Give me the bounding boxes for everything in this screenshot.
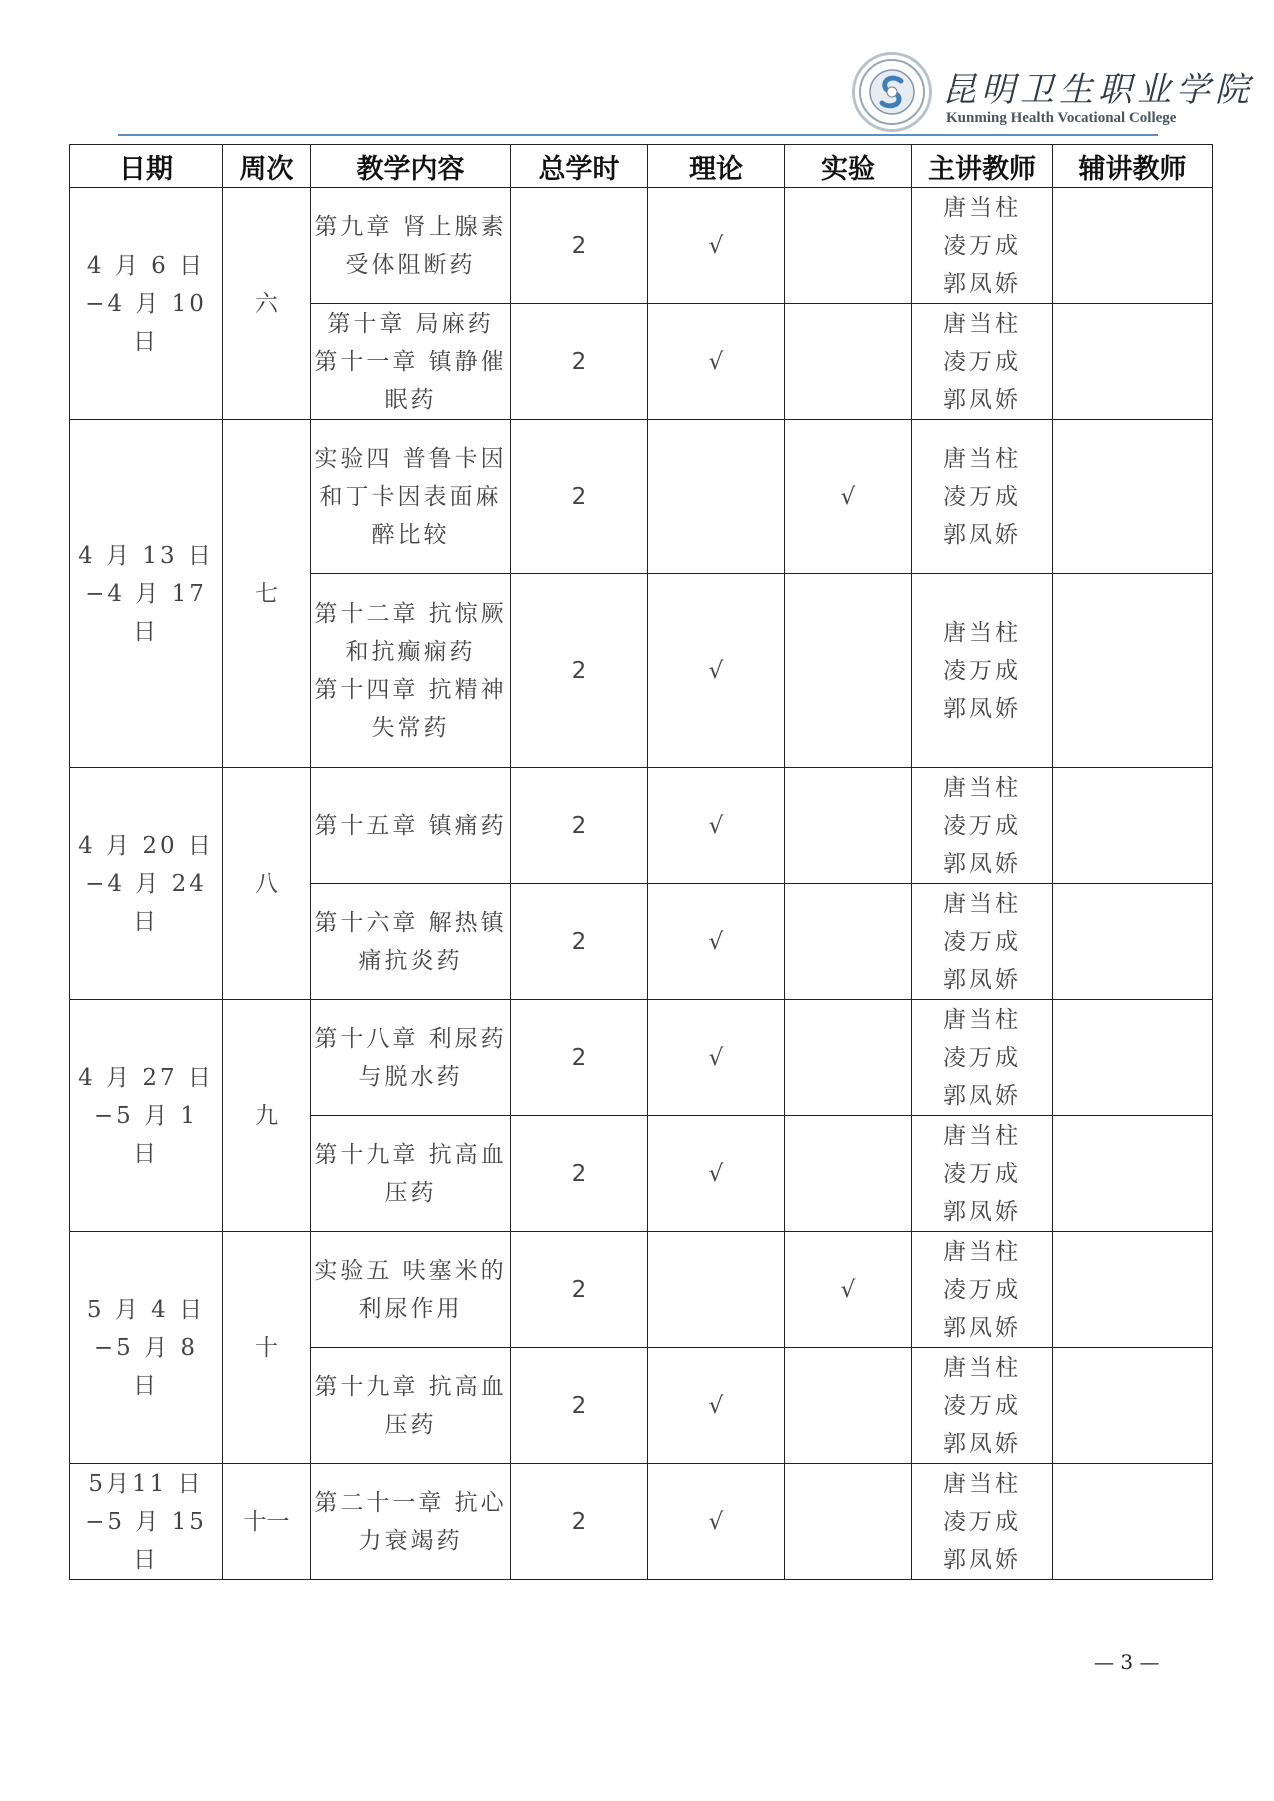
teacher-cell: 唐当柱 凌万成 郭凤娇 [912, 1116, 1053, 1232]
lab-cell [785, 574, 912, 768]
schedule-table [69, 144, 1213, 1580]
college-name-cn: 昆明卫生职业学院 [942, 70, 1254, 110]
teacher-cell: 唐当柱 凌万成 郭凤娇 [912, 304, 1053, 420]
theory-cell [648, 1232, 785, 1348]
content-cell: 第二十一章 抗心力衰竭药 [311, 1464, 511, 1580]
theory-cell: √ [648, 1000, 785, 1116]
header-week: 周次 [223, 145, 311, 188]
theory-cell: √ [648, 884, 785, 1000]
table-row [70, 188, 1213, 304]
teacher-cell: 唐当柱 凌万成 郭凤娇 [912, 884, 1053, 1000]
schedule-body [70, 188, 1213, 1580]
assistant-cell [1053, 304, 1213, 420]
assistant-cell [1053, 1116, 1213, 1232]
table-row [70, 1000, 1213, 1116]
week-cell: 九 [223, 1000, 311, 1232]
theory-cell: √ [648, 768, 785, 884]
lab-cell [785, 1348, 912, 1464]
lab-cell [785, 884, 912, 1000]
content-cell: 实验五 呋塞米的利尿作用 [311, 1232, 511, 1348]
content-cell: 第十九章 抗高血压药 [311, 1348, 511, 1464]
teacher-cell: 唐当柱 凌万成 郭凤娇 [912, 574, 1053, 768]
content-cell: 第九章 肾上腺素受体阻断药 [311, 188, 511, 304]
header-date: 日期 [70, 145, 223, 188]
header-divider [118, 134, 1158, 136]
teacher-cell: 唐当柱 凌万成 郭凤娇 [912, 420, 1053, 574]
assistant-cell [1053, 1464, 1213, 1580]
hours-cell: 2 [511, 574, 648, 768]
theory-cell: √ [648, 304, 785, 420]
content-cell: 实验四 普鲁卡因和丁卡因表面麻醉比较 [311, 420, 511, 574]
college-name-en: Kunming Health Vocational College [946, 110, 1177, 126]
teacher-cell: 唐当柱 凌万成 郭凤娇 [912, 768, 1053, 884]
teacher-cell: 唐当柱 凌万成 郭凤娇 [912, 1000, 1053, 1116]
table-row [70, 1232, 1213, 1348]
table-row [70, 1464, 1213, 1580]
content-cell: 第十五章 镇痛药 [311, 768, 511, 884]
lab-cell: √ [785, 1232, 912, 1348]
assistant-cell [1053, 768, 1213, 884]
date-cell: 4 月 27 日 −5 月 1 日 [70, 1000, 223, 1232]
lab-cell [785, 188, 912, 304]
theory-cell: √ [648, 574, 785, 768]
hours-cell: 2 [511, 1348, 648, 1464]
hours-cell: 2 [511, 188, 648, 304]
content-cell: 第十二章 抗惊厥和抗癫痫药 第十四章 抗精神失常药 [311, 574, 511, 768]
assistant-cell [1053, 1348, 1213, 1464]
hours-cell: 2 [511, 1232, 648, 1348]
lab-cell [785, 1116, 912, 1232]
content-cell: 第十九章 抗高血压药 [311, 1116, 511, 1232]
week-cell: 八 [223, 768, 311, 1000]
week-cell: 十 [223, 1232, 311, 1464]
content-cell: 第十章 局麻药 第十一章 镇静催眠药 [311, 304, 511, 420]
theory-cell: √ [648, 1464, 785, 1580]
header-theory: 理论 [648, 145, 785, 188]
date-cell: 4 月 20 日 −4 月 24 日 [70, 768, 223, 1000]
lab-cell [785, 768, 912, 884]
assistant-cell [1053, 420, 1213, 574]
assistant-cell [1053, 884, 1213, 1000]
header-lab: 实验 [785, 145, 912, 188]
date-cell: 4 月 6 日−4 月 10 日 [70, 188, 223, 420]
date-cell: 5 月 4 日−5 月 8 日 [70, 1232, 223, 1464]
theory-cell: √ [648, 1348, 785, 1464]
assistant-cell [1053, 1232, 1213, 1348]
table-header-row [70, 145, 1213, 188]
page-number: — 3 — [1094, 1650, 1160, 1674]
hours-cell: 2 [511, 1116, 648, 1232]
header-content: 教学内容 [311, 145, 511, 188]
hours-cell: 2 [511, 1000, 648, 1116]
teacher-cell: 唐当柱 凌万成 郭凤娇 [912, 188, 1053, 304]
content-cell: 第十六章 解热镇痛抗炎药 [311, 884, 511, 1000]
table-row [70, 420, 1213, 574]
hours-cell: 2 [511, 304, 648, 420]
week-cell: 七 [223, 420, 311, 768]
date-cell: 4 月 13 日 −4 月 17 日 [70, 420, 223, 768]
teacher-cell: 唐当柱 凌万成 郭凤娇 [912, 1232, 1053, 1348]
assistant-cell [1053, 188, 1213, 304]
header-teacher: 主讲教师 [912, 145, 1053, 188]
teacher-cell: 唐当柱 凌万成 郭凤娇 [912, 1348, 1053, 1464]
theory-cell [648, 420, 785, 574]
lab-cell [785, 1464, 912, 1580]
header-assistant: 辅讲教师 [1053, 145, 1213, 188]
college-seal-icon [857, 57, 927, 127]
theory-cell: √ [648, 188, 785, 304]
assistant-cell [1053, 574, 1213, 768]
assistant-cell [1053, 1000, 1213, 1116]
hours-cell: 2 [511, 1464, 648, 1580]
table-row [70, 768, 1213, 884]
theory-cell: √ [648, 1116, 785, 1232]
hours-cell: 2 [511, 884, 648, 1000]
teacher-cell: 唐当柱 凌万成 郭凤娇 [912, 1464, 1053, 1580]
hours-cell: 2 [511, 768, 648, 884]
week-cell: 六 [223, 188, 311, 420]
lab-cell [785, 304, 912, 420]
header-hours: 总学时 [511, 145, 648, 188]
college-logo [852, 52, 932, 132]
week-cell: 十一 [223, 1464, 311, 1580]
lab-cell: √ [785, 420, 912, 574]
lab-cell [785, 1000, 912, 1116]
content-cell: 第十八章 利尿药与脱水药 [311, 1000, 511, 1116]
hours-cell: 2 [511, 420, 648, 574]
date-cell: 5月11 日−5 月 15 日 [70, 1464, 223, 1580]
